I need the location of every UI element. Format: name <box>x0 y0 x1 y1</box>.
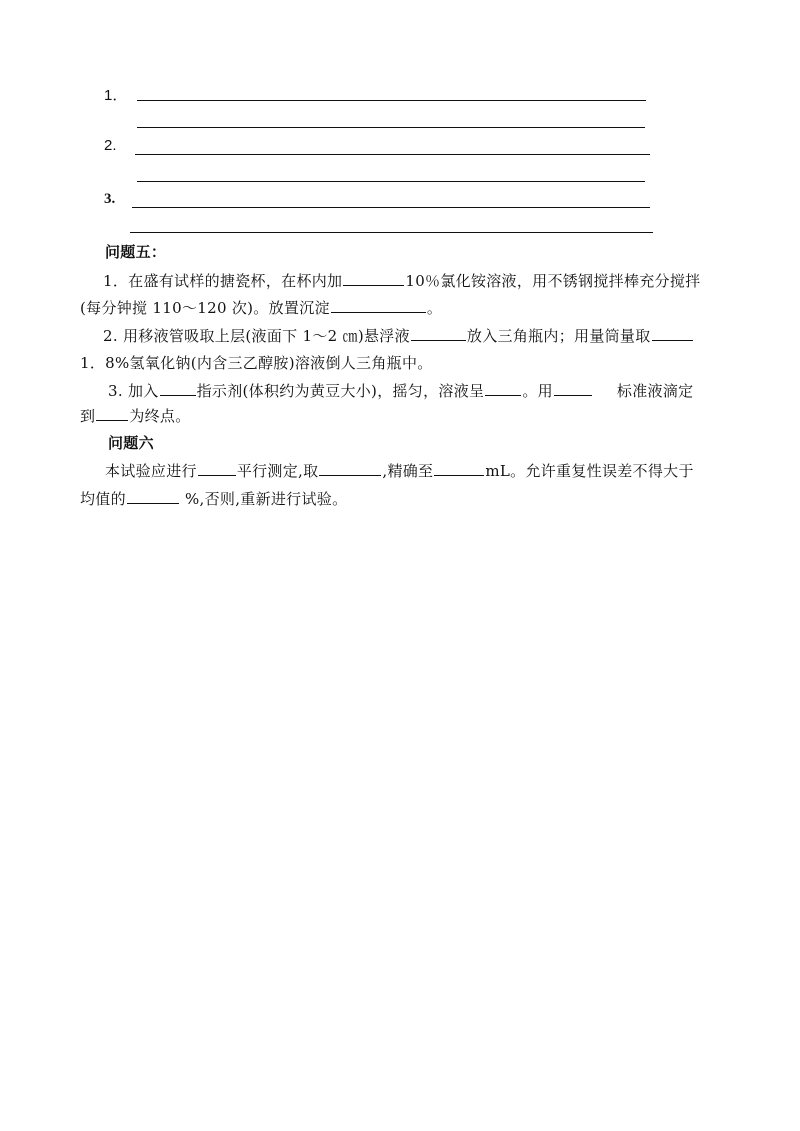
answer-line-2a[interactable] <box>135 154 650 155</box>
q5-p1-text-a: 1．在盛有试样的搪瓷杯，在杯内加 <box>103 272 343 290</box>
q5-p1-text-d: 。 <box>426 299 443 317</box>
q5-p3-text-b: 指示剂(体积约为黄豆大小)，摇匀，溶液呈 <box>196 382 485 400</box>
answer-line-1b[interactable] <box>137 127 645 128</box>
q5-blank-6[interactable] <box>485 394 521 396</box>
q6-text-c: ,精确至 <box>382 462 434 480</box>
q5-line-3 <box>103 325 694 346</box>
q5-blank-2[interactable] <box>331 311 426 313</box>
q5-p3-text-a: 3. 加入 <box>108 382 159 400</box>
q5-p1-text-c: (每分钟搅 110～120 次)。放置沉淀 <box>80 299 330 317</box>
answer-label-1: 1． <box>104 87 128 104</box>
answer-line-1a[interactable] <box>137 100 646 101</box>
q5-line-4: 1．8%氢氧化钠(内含三乙醇胺)溶液倒人三角瓶中。 <box>80 354 433 372</box>
q5-p2-text-a: 2. 用移液管吸取上层(液面下 1～2 ㎝)悬浮液 <box>103 327 410 345</box>
q5-p3-text-f: 为终点。 <box>129 407 191 425</box>
answer-label-3: 3. <box>104 191 116 207</box>
q6-text-a: 本试验应进行 <box>105 462 197 480</box>
q6-blank-4[interactable] <box>127 502 179 504</box>
q6-text-e: 均值的 <box>80 490 126 508</box>
answer-line-3b[interactable] <box>130 232 653 233</box>
q5-blank-8[interactable] <box>96 419 128 421</box>
q6-text-d: mL。允许重复性误差不得大于 <box>485 462 694 480</box>
question-5-title: 问题五： <box>105 243 167 261</box>
q6-text-b: 平行测定,取 <box>236 462 319 480</box>
q5-blank-7[interactable] <box>554 394 592 396</box>
q5-p3-text-e: 到 <box>80 407 96 425</box>
q6-line-2 <box>80 488 347 509</box>
question-6-title: 问题六 <box>108 434 154 452</box>
q5-blank-1[interactable] <box>343 284 404 286</box>
q6-blank-1[interactable] <box>198 474 236 476</box>
q5-p1-text-b: 10％氯化铵溶液，用不锈钢搅拌棒充分搅拌 <box>405 272 701 290</box>
q5-p3-text-c: 。用 <box>522 382 553 400</box>
answer-label-2: 2. <box>104 137 117 154</box>
q6-line-1 <box>105 460 694 481</box>
q5-p2-text-b: 放入三角瓶内；用量筒量取 <box>466 327 651 345</box>
q6-text-f: %,否则,重新进行试验。 <box>179 490 348 508</box>
q5-line-6 <box>80 405 191 426</box>
q5-blank-4[interactable] <box>652 339 693 341</box>
q5-line-2 <box>80 297 442 318</box>
answer-line-2b[interactable] <box>137 181 645 182</box>
q5-line-5 <box>108 380 693 401</box>
q6-blank-2[interactable] <box>319 474 381 476</box>
q6-blank-3[interactable] <box>434 474 484 476</box>
answer-line-3a[interactable] <box>132 207 650 208</box>
q5-p3-text-d: 标准液滴定 <box>616 382 694 400</box>
q5-blank-3[interactable] <box>411 339 466 341</box>
q5-line-1 <box>103 270 700 291</box>
q5-blank-5[interactable] <box>160 394 196 396</box>
